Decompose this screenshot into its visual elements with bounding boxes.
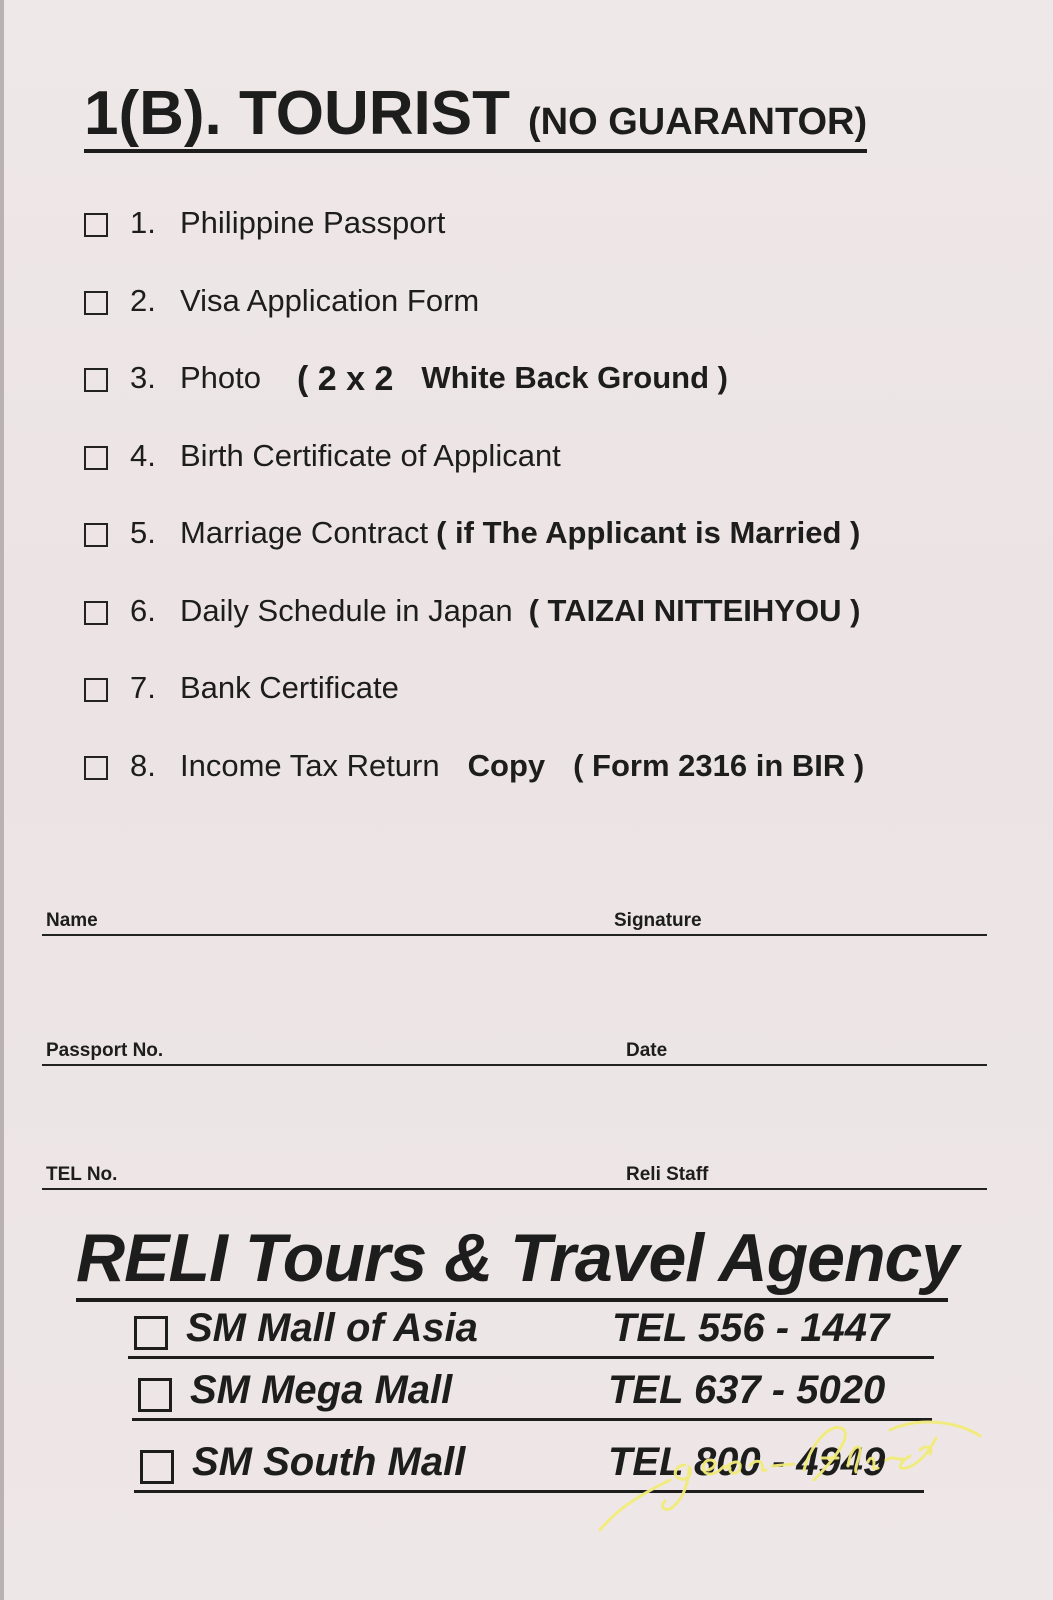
field-label-reli-staff: Reli Staff (626, 1164, 709, 1185)
item-number: 7. (130, 670, 156, 705)
item-label: Photo (180, 360, 262, 395)
title-main: 1(B). TOURIST (84, 79, 510, 148)
item-note-extra: White Back Ground ) (421, 360, 728, 395)
branch-tel: TEL 637 - 5020 (608, 1368, 886, 1412)
checklist-item (84, 205, 984, 283)
field-label-signature: Signature (614, 910, 702, 931)
item-note: Copy (467, 747, 546, 783)
item-number: 2. (130, 282, 156, 318)
watermark-signature-icon (590, 1410, 990, 1550)
item-label: Income Tax Return (180, 747, 440, 783)
field-label-name: Name (46, 910, 98, 931)
title-subtitle: (NO GUARANTOR) (527, 101, 868, 143)
item-note: ( if The Applicant is Married ) (436, 515, 861, 550)
form-title (84, 78, 867, 153)
checklist-item (84, 670, 984, 748)
item-note-extra: ( Form 2316 in BIR ) (573, 747, 865, 783)
branch-name: SM Mall of Asia (186, 1306, 478, 1350)
field-row-tel[interactable] (42, 1160, 987, 1190)
item-note: ( TAIZAI NITTEIHYOU ) (528, 592, 861, 628)
item-label: Daily Schedule in Japan (180, 592, 513, 628)
field-label-date: Date (626, 1040, 668, 1061)
requirements-checklist (84, 205, 984, 825)
field-label-passport: Passport No. (46, 1040, 164, 1061)
field-row-passport[interactable] (42, 1036, 987, 1066)
checklist-item (84, 748, 984, 826)
item-number: 6. (130, 592, 156, 628)
branch-row (128, 1302, 934, 1359)
item-label: Bank Certificate (180, 670, 399, 705)
item-number: 8. (130, 747, 156, 783)
item-note: ( 2 x 2 (297, 360, 394, 398)
branch-tel: TEL 556 - 1447 (612, 1306, 890, 1350)
field-row-name[interactable] (42, 906, 987, 936)
branch-name: SM Mega Mall (190, 1368, 453, 1412)
item-label: Philippine Passport (180, 205, 446, 240)
item-number: 5. (130, 515, 156, 550)
checkbox[interactable] (84, 601, 108, 625)
item-number: 3. (130, 360, 156, 395)
checkbox[interactable] (84, 678, 108, 702)
checklist-item (84, 593, 984, 671)
branch-tel: TEL 800 - 4949 (608, 1440, 886, 1484)
checklist-item (84, 438, 984, 516)
checkbox[interactable] (84, 291, 108, 315)
checkbox[interactable] (84, 368, 108, 392)
item-number: 4. (130, 437, 156, 473)
branch-name: SM South Mall (192, 1440, 466, 1484)
item-label: Birth Certificate of Applicant (180, 437, 561, 473)
branch-checkbox[interactable] (140, 1450, 174, 1484)
checklist-item (84, 360, 984, 438)
checkbox[interactable] (84, 756, 108, 780)
item-label: Marriage Contract (180, 515, 429, 550)
branch-checkbox[interactable] (134, 1316, 168, 1350)
checkbox[interactable] (84, 213, 108, 237)
item-number: 1. (130, 205, 156, 240)
branch-checkbox[interactable] (138, 1378, 172, 1412)
item-label: Visa Application Form (180, 282, 480, 318)
checklist-item (84, 283, 984, 361)
checkbox[interactable] (84, 523, 108, 547)
field-label-tel: TEL No. (46, 1164, 118, 1185)
checkbox[interactable] (84, 446, 108, 470)
checklist-item (84, 515, 984, 593)
agency-name: RELI Tours & Travel Agency (76, 1218, 948, 1302)
